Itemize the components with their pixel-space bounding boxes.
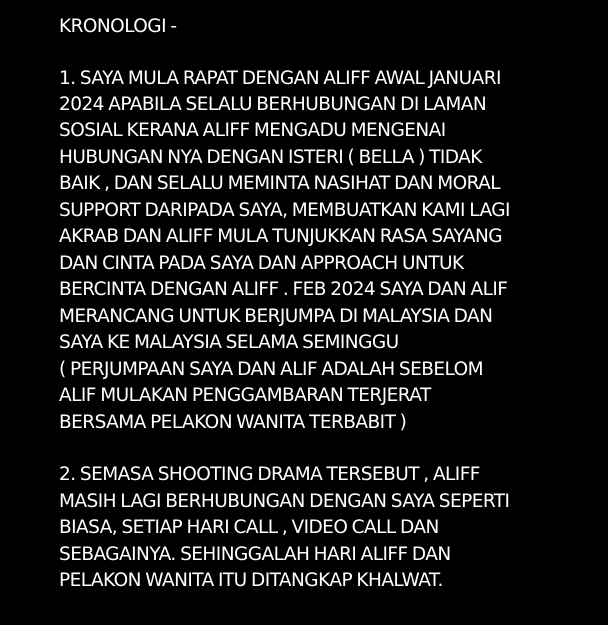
paragraph-line: 2. SEMASA SHOOTING DRAMA TERSEBUT , ALIFF	[59, 464, 480, 485]
paragraph-line: ALIF MULAKAN PENGGAMBARAN TERJERAT	[59, 385, 431, 406]
paragraph-line: HUBUNGAN NYA DENGAN ISTERI ( BELLA ) TIDAK	[59, 147, 482, 168]
paragraph-line: 2024 APABILA SELALU BERHUBUNGAN DI LAMAN	[59, 94, 487, 115]
paragraph-line: BAIK , DAN SELALU MEMINTA NASIHAT DAN MORAL	[59, 173, 501, 194]
paragraph-line: SEBAGAINYA. SEHINGGALAH HARI ALIFF DAN	[59, 544, 451, 565]
paragraph-line: BIASA, SETIAP HARI CALL , VIDEO CALL DAN	[59, 517, 439, 538]
paragraph-line: MASIH LAGI BERHUBUNGAN DENGAN SAYA SEPERTI	[59, 491, 510, 512]
document-heading: KRONOLOGI -	[59, 16, 177, 37]
paragraph-line: SUPPORT DARIPADA SAYA, MEMBUATKAN KAMI LAGI	[59, 200, 510, 221]
paragraph-line: SOSIAL KERANA ALIFF MENGADU MENGENAI	[59, 120, 446, 141]
paragraph-line: 1. SAYA MULA RAPAT DENGAN ALIFF AWAL JANUARI	[59, 68, 501, 89]
paragraph-line: DAN CINTA PADA SAYA DAN APPROACH UNTUK	[59, 253, 464, 274]
paragraph-line: AKRAB DAN ALIFF MULA TUNJUKKAN RASA SAYANG	[59, 226, 503, 247]
paragraph-line: BERCINTA DENGAN ALIFF . FEB 2024 SAYA DAN ALIF	[59, 279, 508, 300]
paragraph-line: MERANCANG UNTUK BERJUMPA DI MALAYSIA DAN	[59, 306, 493, 327]
paragraph-line: SAYA KE MALAYSIA SELAMA SEMINGGU	[59, 332, 399, 353]
paragraph-line: ( PERJUMPAAN SAYA DAN ALIF ADALAH SEBELOM	[59, 359, 484, 380]
paragraph-line: PELAKON WANITA ITU DITANGKAP KHALWAT.	[59, 570, 443, 591]
paragraph-line: BERSAMA PELAKON WANITA TERBABIT )	[59, 412, 407, 433]
